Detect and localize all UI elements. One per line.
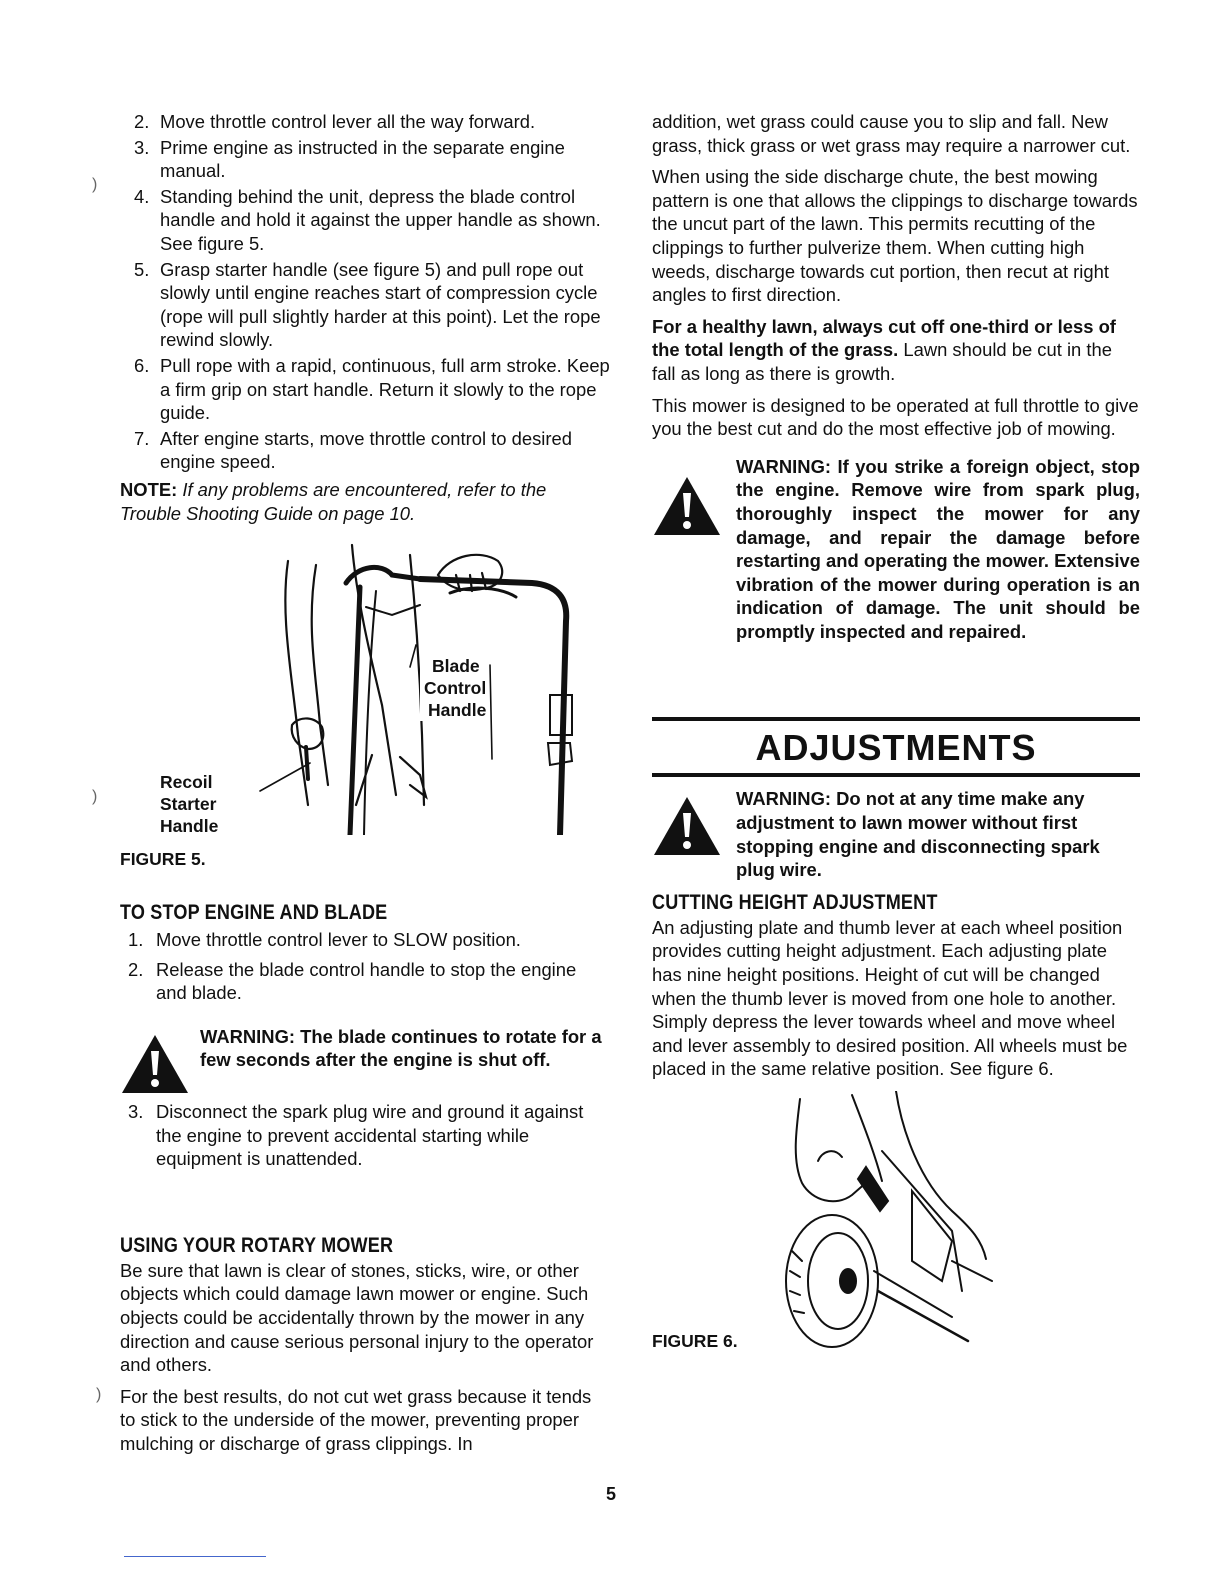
stop-steps-list bbox=[120, 928, 610, 1005]
callout-line: Recoil bbox=[160, 772, 213, 793]
list-item: 4. Standing behind the unit, depress the blade control handle and hold it against the upper handle as shown. See figure 5. bbox=[134, 185, 601, 254]
right-column bbox=[652, 110, 1140, 1351]
figure-6 bbox=[652, 1091, 1140, 1351]
cutting-height-paragraph: An adjusting plate and thumb lever at each wheel position provides cutting height adjustment. Each adjusting plate has nine height positions. Height of cut will be changed when the thumb lever is moved from one hole to another. Simply depress the lever towards wheel and move wheel and lever assembly to desired position. All wheels must be placed in the same relative position. See figure 6. bbox=[652, 916, 1128, 1080]
list-item: 3. Disconnect the spark plug wire and ground it against the engine to prevent accidental starting while equipment is unattended. bbox=[128, 1101, 584, 1170]
list-item: 2. Move throttle control lever all the way forward. bbox=[134, 111, 536, 132]
callout-line: Starter bbox=[160, 794, 217, 815]
scan-mark: ) bbox=[92, 176, 98, 193]
scan-mark: ) bbox=[92, 788, 98, 805]
wheel-adjustment-illustration bbox=[652, 1091, 1140, 1351]
list-item: 1. Move throttle control lever to SLOW position. bbox=[128, 929, 521, 951]
adjustment-warning bbox=[652, 787, 1140, 881]
healthy-lawn-paragraph bbox=[652, 315, 1140, 386]
list-item: 6. Pull rope with a rapid, continuous, full arm stroke. Keep a firm grip on start handle. Return it slowly to the rope guide. bbox=[134, 354, 610, 424]
scan-mark: ) bbox=[96, 1386, 102, 1403]
full-throttle-paragraph: This mower is designed to be operated at full throttle to give you the best cut and do the most effective job of mowing. bbox=[652, 394, 1139, 440]
cutting-height-heading: CUTTING HEIGHT ADJUSTMENT bbox=[652, 890, 938, 914]
note-label: NOTE: bbox=[120, 478, 178, 500]
callout-line: Blade bbox=[432, 656, 480, 677]
note-paragraph bbox=[120, 478, 610, 525]
foreign-object-warning bbox=[652, 455, 1140, 644]
adjustments-bottom-rule bbox=[652, 773, 1140, 777]
list-item: 5. Grasp starter handle (see figure 5) and pull rope out slowly until engine reaches start of compression cycle (rope will pull slightly harder at this point). Let the rope rewind slowly. bbox=[134, 258, 601, 351]
figure-6-label: FIGURE 6. bbox=[652, 1331, 738, 1351]
list-item: 7. After engine starts, move throttle control to desired engine speed. bbox=[134, 427, 572, 473]
page-number: 5 bbox=[606, 1484, 617, 1504]
callout-recoil-starter-handle bbox=[160, 771, 218, 837]
discharge-paragraph: When using the side discharge chute, the best mowing pattern is one that allows the clippings to discharge towards the uncut part of the lawn. This permits recutting of the clippings to further pulverize them. When cutting high weeds, discharge towards cut portion, then recut at right angles to first direction. bbox=[652, 166, 1138, 306]
stop-warning bbox=[120, 1025, 610, 1072]
callout-line: Control bbox=[424, 678, 487, 699]
adjustments-title: ADJUSTMENTS bbox=[755, 727, 1037, 769]
callout-blade-control-handle bbox=[420, 655, 486, 721]
foreign-object-warning-text: WARNING: If you strike a foreign object, stop the engine. Remove wire from spark plug, thoroughly inspect the mower for any damage, and repair the damage before restarting and operating the mower. Extensive vibration of the mower during operation is an indication of damage. The unit should be promptly inspected and repaired. bbox=[736, 455, 1140, 642]
callout-line: Handle bbox=[160, 816, 219, 837]
figure-5 bbox=[120, 535, 610, 835]
warning-icon bbox=[652, 475, 722, 537]
stop-step-3 bbox=[120, 1100, 610, 1171]
left-column bbox=[120, 110, 610, 1456]
list-item: 2. Release the blade control handle to stop the engine and blade. bbox=[128, 958, 577, 1004]
rotary-paragraph-2: For the best results, do not cut wet grass because it tends to stick to the underside of the mower, preventing proper mulching or discharge of grass clippings. In bbox=[120, 1385, 592, 1454]
callout-line: Handle bbox=[428, 700, 487, 721]
scan-edge-line bbox=[124, 1556, 266, 1557]
warning-icon bbox=[652, 795, 722, 857]
warning-icon bbox=[120, 1033, 190, 1095]
wet-grass-paragraph: addition, wet grass could cause you to slip and fall. New grass, thick grass or wet grass may require a narrower cut. bbox=[652, 111, 1131, 156]
figure-5-label: FIGURE 5. bbox=[120, 849, 206, 870]
start-steps-list bbox=[120, 110, 610, 474]
adjustment-warning-text: WARNING: Do not at any time make any adjustment to lawn mower without first stopping engine and disconnecting spark plug wire. bbox=[736, 788, 1100, 881]
stop-warning-text: WARNING: The blade continues to rotate for a few seconds after the engine is shut off. bbox=[200, 1025, 602, 1071]
healthy-lawn-rest: Lawn should be cut in the fall as long as there is growth. bbox=[652, 339, 1112, 384]
rotary-paragraph-1: Be sure that lawn is clear of stones, sticks, wire, or other objects which could damage lawn mower or engine. Such objects could be accidentally thrown by the mower in any direction and cause serious personal injury to the operator and others. bbox=[120, 1259, 594, 1376]
adjustments-top-rule bbox=[652, 717, 1140, 721]
note-text: If any problems are encountered, refer to the Trouble Shooting Guide on page 10. bbox=[120, 478, 547, 524]
healthy-lawn-bold: For a healthy lawn, always cut off one-third or less of the total length of the grass. bbox=[652, 315, 1116, 361]
stop-engine-heading: TO STOP ENGINE AND BLADE bbox=[120, 901, 388, 925]
rotary-mower-heading: USING YOUR ROTARY MOWER bbox=[120, 1233, 394, 1257]
list-item: 3. Prime engine as instructed in the separate engine manual. bbox=[134, 136, 565, 182]
